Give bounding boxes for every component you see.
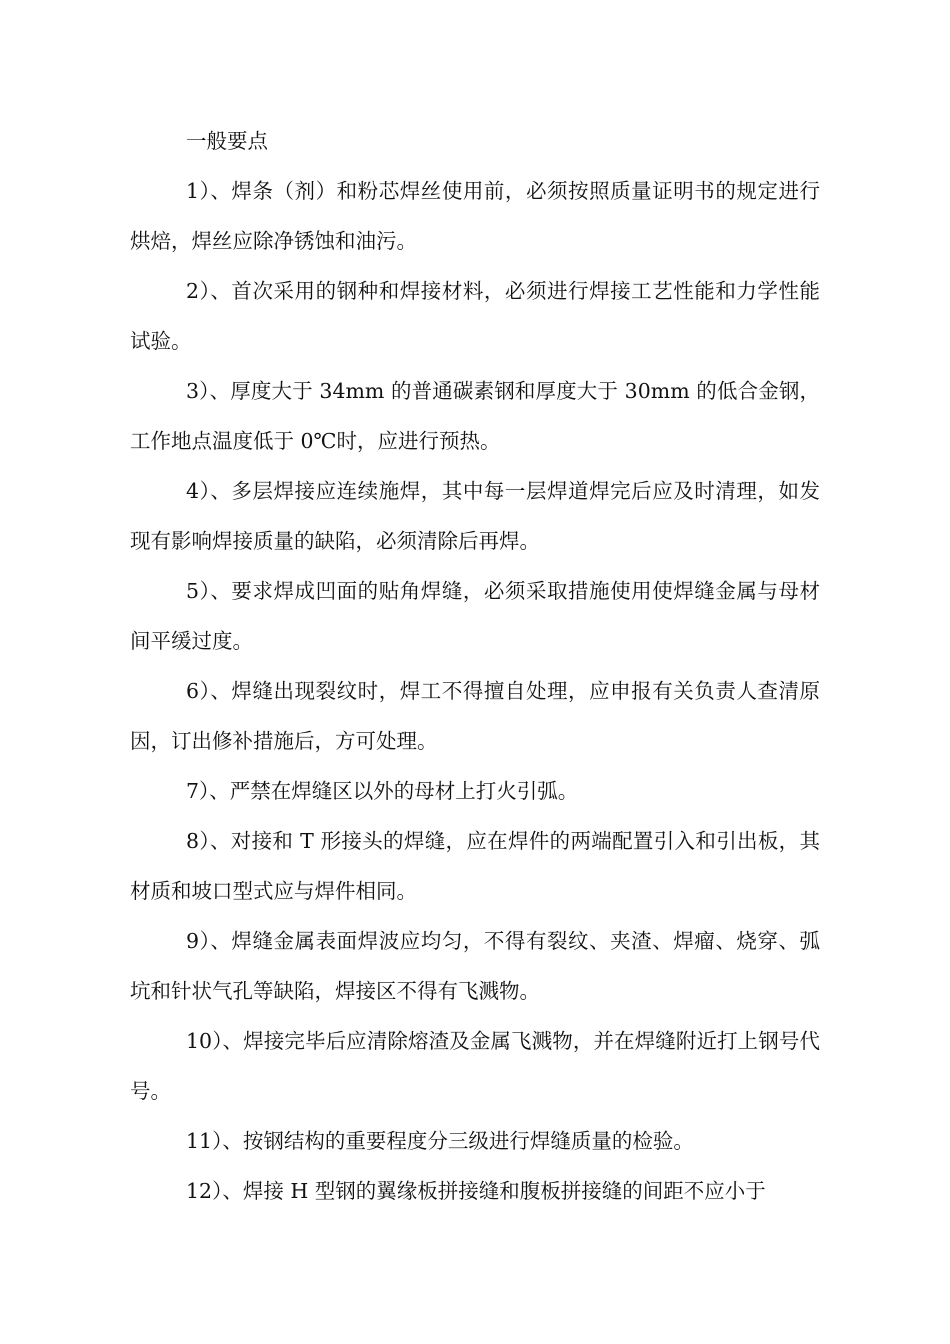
paragraph-8: 8）、对接和 T 形接头的焊缝，应在焊件的两端配置引入和引出板，其材质和坡口型式应与焊件相同。 <box>130 829 820 903</box>
document-body <box>130 116 820 1216</box>
paragraph-1: 1）、焊条（剂）和粉芯焊丝使用前，必须按照质量证明书的规定进行烘焙，焊丝应除净锈蚀和油污。 <box>130 179 820 253</box>
paragraph-6: 6）、焊缝出现裂纹时，焊工不得擅自处理，应申报有关负责人查清原因，订出修补措施后，方可处理。 <box>130 679 820 753</box>
paragraph-5: 5）、要求焊成凹面的贴角焊缝，必须采取措施使用使焊缝金属与母材间平缓过度。 <box>130 579 820 653</box>
paragraph-2: 2）、首次采用的钢种和焊接材料，必须进行焊接工艺性能和力学性能试验。 <box>130 279 820 353</box>
paragraph-10: 10）、焊接完毕后应清除熔渣及金属飞溅物，并在焊缝附近打上钢号代号。 <box>130 1029 820 1103</box>
paragraph-3: 3）、厚度大于 34mm 的普通碳素钢和厚度大于 30mm 的低合金钢，工作地点温度低于 0℃时，应进行预热。 <box>130 379 820 453</box>
paragraph-7: 7）、严禁在焊缝区以外的母材上打火引弧。 <box>186 779 579 803</box>
paragraph-11: 11）、按钢结构的重要程度分三级进行焊缝质量的检验。 <box>186 1129 694 1153</box>
paragraph-4: 4）、多层焊接应连续施焊，其中每一层焊道焊完后应及时清理，如发现有影响焊接质量的缺陷，必须清除后再焊。 <box>130 479 820 553</box>
paragraph-9: 9）、焊缝金属表面焊波应均匀，不得有裂纹、夹渣、焊瘤、烧穿、弧坑和针状气孔等缺陷，焊接区不得有飞溅物。 <box>130 929 820 1003</box>
section-heading: 一般要点 <box>186 129 268 153</box>
paragraph-12: 12）、焊接 H 型钢的翼缘板拼接缝和腹板拼接缝的间距不应小于 <box>186 1179 766 1203</box>
